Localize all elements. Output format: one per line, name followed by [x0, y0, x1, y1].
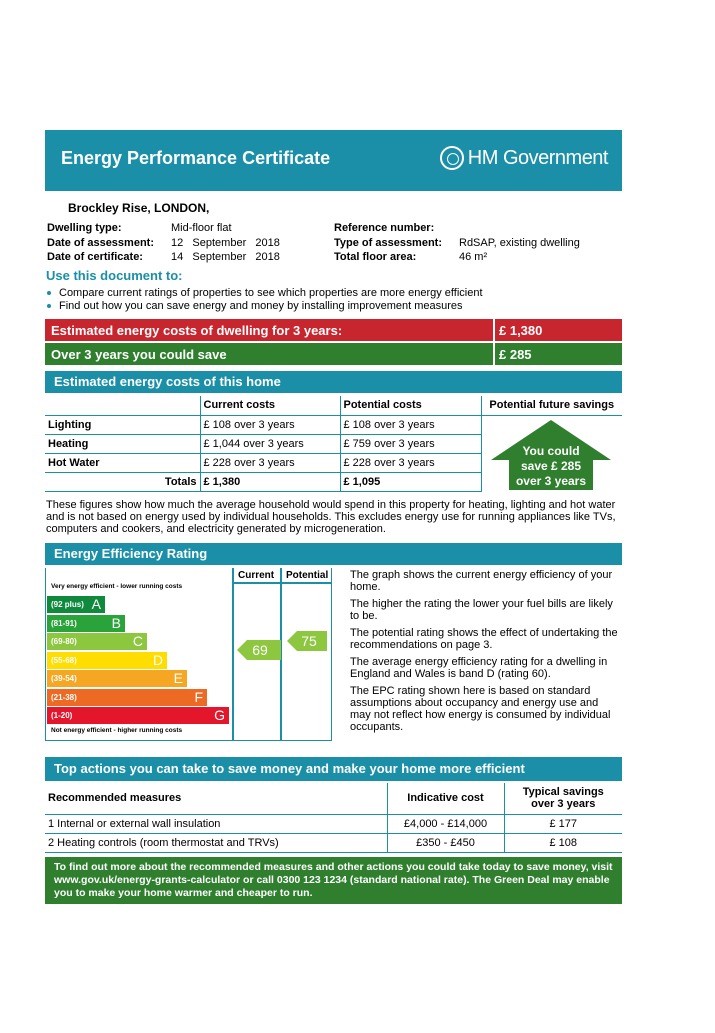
- band-range: (21-38): [51, 692, 77, 702]
- rating-band-g: [47, 707, 229, 724]
- savings-bar: [45, 343, 622, 365]
- table-cell: Heating: [45, 434, 200, 453]
- table-cell: £ 228 over 3 years: [200, 453, 340, 472]
- hm-government-logo: [440, 146, 608, 170]
- table-cell: £ 759 over 3 years: [340, 434, 481, 453]
- table-cell: £ 108: [504, 833, 622, 852]
- table-cell: £ 228 over 3 years: [340, 453, 481, 472]
- band-letter: D: [152, 651, 163, 668]
- table-cell: £ 177: [504, 814, 622, 833]
- current-rating-value: 69: [252, 642, 268, 658]
- page-title: Energy Performance Certificate: [61, 148, 331, 168]
- totals-current: £ 1,380: [200, 472, 340, 491]
- estimated-cost-value: £ 1,380: [499, 323, 543, 338]
- table-cell: Hot Water: [45, 453, 200, 472]
- band-letter: F: [194, 688, 203, 705]
- property-address: Brockley Rise, LONDON,: [68, 201, 210, 215]
- rating-text: The graph shows the current energy efficiency of your home.: [350, 569, 613, 593]
- totals-label: Totals: [45, 472, 200, 491]
- band-range: (55-68): [51, 655, 77, 665]
- arrow-line: over 3 years: [515, 474, 587, 488]
- rating-band-f: [47, 689, 207, 706]
- footer-info: To find out more about the recommended measures and other actions you could take today to save money, visit www.gov.uk/energy-grants-calculator or call 0300 123 1234 (standard national rate). The Green Deal may enable you to make your home warmer and cheaper to run.: [45, 857, 622, 904]
- header-cell: Recommended measures: [45, 783, 387, 814]
- band-letter: G: [214, 707, 225, 723]
- potential-column-header: Potential: [286, 570, 329, 581]
- table-cell: £ 1,044 over 3 years: [200, 434, 340, 453]
- header-cell: [45, 396, 200, 415]
- estimated-cost-label: Estimated energy costs of dwelling for 3 years:: [51, 323, 343, 338]
- floor-area-value: 46 m²: [459, 251, 488, 263]
- table-cell: £ 108 over 3 years: [200, 415, 340, 434]
- band-range: (39-54): [51, 674, 77, 683]
- rating-section-header: Energy Efficiency Rating: [45, 543, 622, 565]
- bullet-item: Compare current ratings of properties to see which properties are more energy efficient: [47, 287, 483, 299]
- band-letter: A: [91, 596, 101, 612]
- band-letter: C: [132, 633, 143, 649]
- table-cell: £350 - £450: [387, 833, 504, 852]
- header-cell: Potential costs: [340, 396, 481, 415]
- assessment-date-value: 12 September 2018: [171, 237, 280, 249]
- band-range: (92 plus): [51, 600, 84, 609]
- certificate-date-value: 14 September 2018: [171, 251, 280, 263]
- savings-label: Over 3 years you could save: [51, 347, 227, 362]
- header-cell: Current costs: [200, 396, 340, 415]
- band-range: (1-20): [51, 711, 73, 720]
- table-cell: 2 Heating controls (room thermostat and TRVs): [45, 833, 387, 852]
- potential-rating-arrow: [287, 631, 327, 651]
- efficient-note: Very energy efficient - lower running costs: [51, 583, 183, 590]
- brand-text: HM Government: [467, 146, 608, 169]
- rating-explanation: [350, 569, 622, 733]
- rating-text: The EPC rating shown here is based on standard assumptions about occupancy and energy use and may not reflect how energy is consumed by individual occupants.: [350, 685, 611, 733]
- assessment-type-value: RdSAP, existing dwelling: [459, 237, 580, 249]
- rating-text: The potential rating shows the effect of undertaking the recommendations on page 3.: [350, 627, 618, 651]
- current-rating-arrow: [237, 640, 281, 660]
- dwelling-type-label: Dwelling type:: [47, 222, 122, 234]
- table-cell: £ 108 over 3 years: [340, 415, 481, 434]
- totals-potential: £ 1,095: [340, 472, 481, 491]
- band-range: (81-91): [51, 618, 77, 628]
- rating-text: The higher the rating the lower your fuel bills are likely to be.: [350, 598, 613, 622]
- floor-area-label: Total floor area:: [334, 251, 417, 263]
- table-cell: Lighting: [45, 415, 200, 434]
- dwelling-type-value: Mid-floor flat: [171, 222, 232, 234]
- band-letter: E: [173, 670, 183, 686]
- estimated-cost-bar: [45, 319, 622, 341]
- use-document-heading: Use this document to:: [46, 268, 183, 283]
- inefficient-note: Not energy efficient - higher running costs: [51, 727, 183, 734]
- certificate-header: [45, 130, 622, 191]
- band-letter: B: [111, 614, 121, 631]
- reference-label: Reference number:: [334, 222, 435, 234]
- header-cell: Indicative cost: [387, 783, 504, 814]
- costs-section-header: Estimated energy costs of this home: [45, 371, 622, 393]
- rating-band-a: [47, 596, 105, 613]
- rating-band-b: [47, 615, 125, 632]
- band-range: (69-80): [51, 637, 77, 646]
- crest-icon: [440, 146, 464, 170]
- rating-band-c: [47, 633, 147, 650]
- bullet-item: Find out how you can save energy and money by installing improvement measures: [47, 300, 463, 312]
- rating-band-e: [47, 670, 187, 687]
- assessment-date-label: Date of assessment:: [47, 237, 154, 249]
- header-cell: Potential future savings: [481, 396, 622, 415]
- potential-rating-value: 75: [301, 633, 317, 649]
- costs-note: These figures show how much the average household would spend in this property for heating, lighting and hot water and is not based on energy used by individual households. This excludes energy use for running appliances like TVs, computers and cookers, and electricity generated by microgeneration.: [46, 499, 616, 535]
- savings-arrow-icon: [491, 420, 611, 490]
- arrow-line: save £ 285: [520, 459, 582, 473]
- header-cell: Typical savings over 3 years: [504, 783, 622, 814]
- arrow-line: You could: [522, 444, 580, 458]
- rating-text: The average energy efficiency rating for a dwelling in England and Wales is band D (rating 60).: [350, 656, 608, 680]
- actions-table: [45, 783, 622, 853]
- current-column-header: Current: [238, 570, 275, 581]
- table-cell: 1 Internal or external wall insulation: [45, 814, 387, 833]
- actions-section-header: Top actions you can take to save money and make your home more efficient: [45, 757, 622, 781]
- certificate-date-label: Date of certificate:: [47, 251, 143, 263]
- table-cell: £4,000 - £14,000: [387, 814, 504, 833]
- assessment-type-label: Type of assessment:: [334, 237, 443, 249]
- savings-value: £ 285: [499, 347, 532, 362]
- rating-band-d: [47, 652, 167, 669]
- column-divider: [232, 582, 332, 584]
